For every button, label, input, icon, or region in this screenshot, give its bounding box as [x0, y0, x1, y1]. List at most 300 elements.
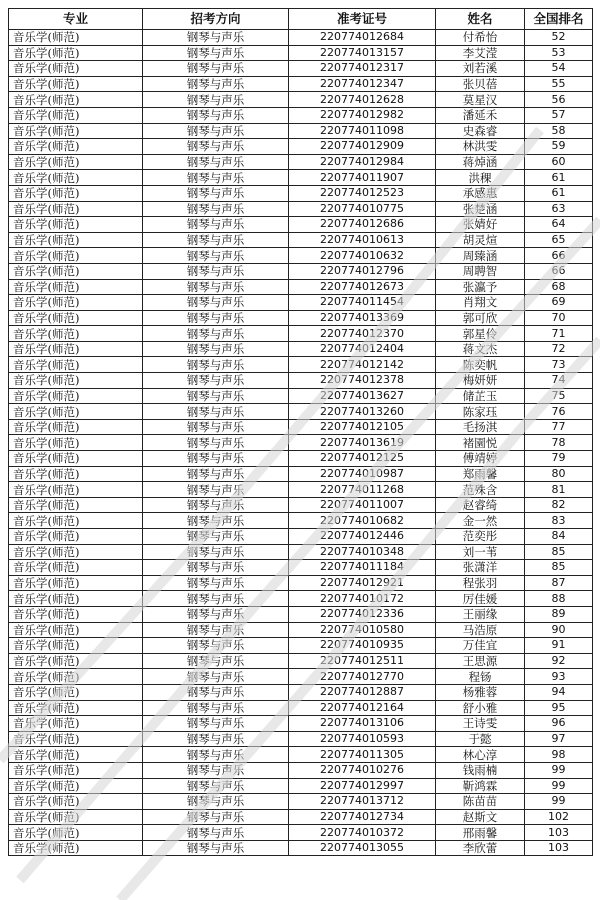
cell-major: 音乐学(师范) — [9, 840, 143, 856]
cell-direction: 钢琴与声乐 — [143, 373, 289, 389]
cell-name: 毛扬淇 — [436, 419, 525, 435]
cell-exam-number: 220774012125 — [289, 451, 436, 467]
cell-exam-number: 220774012909 — [289, 139, 436, 155]
cell-rank: 76 — [525, 404, 593, 420]
cell-direction: 钢琴与声乐 — [143, 669, 289, 685]
cell-exam-number: 220774012404 — [289, 341, 436, 357]
cell-name: 莫星汉 — [436, 92, 525, 108]
cell-exam-number: 220774012921 — [289, 575, 436, 591]
cell-name: 承感惠 — [436, 185, 525, 201]
cell-rank: 68 — [525, 279, 593, 295]
cell-direction: 钢琴与声乐 — [143, 30, 289, 46]
cell-direction: 钢琴与声乐 — [143, 201, 289, 217]
cell-exam-number: 220774010276 — [289, 762, 436, 778]
cell-direction: 钢琴与声乐 — [143, 762, 289, 778]
table-row — [9, 560, 593, 576]
cell-direction: 钢琴与声乐 — [143, 404, 289, 420]
table-row — [9, 575, 593, 591]
cell-exam-number: 220774010987 — [289, 466, 436, 482]
cell-direction: 钢琴与声乐 — [143, 139, 289, 155]
cell-direction: 钢琴与声乐 — [143, 466, 289, 482]
cell-name: 万佳宜 — [436, 638, 525, 654]
cell-major: 音乐学(师范) — [9, 731, 143, 747]
cell-name: 史森睿 — [436, 123, 525, 139]
cell-name: 林心淳 — [436, 747, 525, 763]
cell-rank: 99 — [525, 778, 593, 794]
cell-major: 音乐学(师范) — [9, 794, 143, 810]
header-exam-number: 准考证号 — [289, 9, 436, 30]
cell-exam-number: 220774013369 — [289, 310, 436, 326]
table-row — [9, 154, 593, 170]
cell-exam-number: 220774012628 — [289, 92, 436, 108]
cell-major: 音乐学(师范) — [9, 700, 143, 716]
cell-exam-number: 220774012684 — [289, 30, 436, 46]
cell-major: 音乐学(师范) — [9, 92, 143, 108]
cell-name: 张婧好 — [436, 217, 525, 233]
cell-direction: 钢琴与声乐 — [143, 575, 289, 591]
cell-major: 音乐学(师范) — [9, 357, 143, 373]
cell-major: 音乐学(师范) — [9, 762, 143, 778]
cell-rank: 103 — [525, 840, 593, 856]
cell-major: 音乐学(师范) — [9, 201, 143, 217]
cell-rank: 87 — [525, 575, 593, 591]
table-row — [9, 700, 593, 716]
cell-exam-number: 220774011098 — [289, 123, 436, 139]
cell-direction: 钢琴与声乐 — [143, 295, 289, 311]
header-rank: 全国排名 — [525, 9, 593, 30]
table-row — [9, 513, 593, 529]
cell-rank: 75 — [525, 388, 593, 404]
cell-major: 音乐学(师范) — [9, 154, 143, 170]
cell-major: 音乐学(师范) — [9, 809, 143, 825]
cell-rank: 77 — [525, 419, 593, 435]
cell-exam-number: 220774010348 — [289, 544, 436, 560]
cell-exam-number: 220774012317 — [289, 61, 436, 77]
cell-major: 音乐学(师范) — [9, 482, 143, 498]
table-row — [9, 622, 593, 638]
cell-rank: 72 — [525, 341, 593, 357]
table-row — [9, 388, 593, 404]
cell-major: 音乐学(师范) — [9, 279, 143, 295]
cell-direction: 钢琴与声乐 — [143, 544, 289, 560]
table-row — [9, 185, 593, 201]
table-row — [9, 684, 593, 700]
cell-major: 音乐学(师范) — [9, 529, 143, 545]
cell-rank: 79 — [525, 451, 593, 467]
cell-rank: 81 — [525, 482, 593, 498]
cell-major: 音乐学(师范) — [9, 560, 143, 576]
cell-name: 杨雅蓉 — [436, 684, 525, 700]
table-row — [9, 76, 593, 92]
cell-exam-number: 220774012347 — [289, 76, 436, 92]
cell-direction: 钢琴与声乐 — [143, 388, 289, 404]
cell-rank: 80 — [525, 466, 593, 482]
cell-direction: 钢琴与声乐 — [143, 107, 289, 123]
cell-name: 赵睿绮 — [436, 497, 525, 513]
cell-name: 周臻涵 — [436, 248, 525, 264]
table-row — [9, 92, 593, 108]
cell-name: 厉佳媛 — [436, 591, 525, 607]
cell-direction: 钢琴与声乐 — [143, 279, 289, 295]
cell-rank: 59 — [525, 139, 593, 155]
cell-exam-number: 220774010632 — [289, 248, 436, 264]
cell-name: 李艾滢 — [436, 45, 525, 61]
cell-rank: 94 — [525, 684, 593, 700]
cell-major: 音乐学(师范) — [9, 404, 143, 420]
cell-direction: 钢琴与声乐 — [143, 45, 289, 61]
table-row — [9, 606, 593, 622]
cell-exam-number: 220774013106 — [289, 716, 436, 732]
cell-name: 赵斯文 — [436, 809, 525, 825]
cell-exam-number: 220774011268 — [289, 482, 436, 498]
cell-rank: 66 — [525, 248, 593, 264]
cell-rank: 99 — [525, 794, 593, 810]
table-row — [9, 170, 593, 186]
table-row — [9, 263, 593, 279]
cell-name: 程张羽 — [436, 575, 525, 591]
cell-major: 音乐学(师范) — [9, 295, 143, 311]
header-row — [9, 9, 593, 30]
cell-name: 梅妍妍 — [436, 373, 525, 389]
cell-rank: 57 — [525, 107, 593, 123]
header-direction: 招考方向 — [143, 9, 289, 30]
table-row — [9, 731, 593, 747]
cell-exam-number: 220774013157 — [289, 45, 436, 61]
cell-exam-number: 220774012673 — [289, 279, 436, 295]
table-row — [9, 232, 593, 248]
cell-major: 音乐学(师范) — [9, 497, 143, 513]
table-row — [9, 591, 593, 607]
cell-exam-number: 220774012142 — [289, 357, 436, 373]
cell-exam-number: 220774012105 — [289, 419, 436, 435]
cell-exam-number: 220774013712 — [289, 794, 436, 810]
table-row — [9, 482, 593, 498]
table-row — [9, 716, 593, 732]
cell-major: 音乐学(师范) — [9, 513, 143, 529]
cell-name: 李欣蕾 — [436, 840, 525, 856]
cell-exam-number: 220774011454 — [289, 295, 436, 311]
table-row — [9, 373, 593, 389]
cell-name: 褚園悦 — [436, 435, 525, 451]
cell-rank: 103 — [525, 825, 593, 841]
cell-name: 张潇洋 — [436, 560, 525, 576]
cell-direction: 钢琴与声乐 — [143, 700, 289, 716]
cell-major: 音乐学(师范) — [9, 123, 143, 139]
cell-exam-number: 220774011305 — [289, 747, 436, 763]
cell-name: 陈苗苗 — [436, 794, 525, 810]
table-row — [9, 653, 593, 669]
cell-rank: 88 — [525, 591, 593, 607]
ranking-sheet — [8, 8, 592, 856]
cell-rank: 90 — [525, 622, 593, 638]
cell-direction: 钢琴与声乐 — [143, 747, 289, 763]
cell-direction: 钢琴与声乐 — [143, 794, 289, 810]
cell-major: 音乐学(师范) — [9, 326, 143, 342]
cell-major: 音乐学(师范) — [9, 684, 143, 700]
cell-rank: 73 — [525, 357, 593, 373]
cell-name: 张瀛予 — [436, 279, 525, 295]
table-row — [9, 638, 593, 654]
cell-direction: 钢琴与声乐 — [143, 840, 289, 856]
cell-direction: 钢琴与声乐 — [143, 232, 289, 248]
table-body — [9, 30, 593, 856]
cell-name: 靳鸿霖 — [436, 778, 525, 794]
cell-direction: 钢琴与声乐 — [143, 622, 289, 638]
cell-name: 郭可欣 — [436, 310, 525, 326]
table-row — [9, 248, 593, 264]
cell-direction: 钢琴与声乐 — [143, 92, 289, 108]
header-name: 姓名 — [436, 9, 525, 30]
cell-direction: 钢琴与声乐 — [143, 217, 289, 233]
cell-exam-number: 220774012686 — [289, 217, 436, 233]
cell-exam-number: 220774012982 — [289, 107, 436, 123]
cell-exam-number: 220774010372 — [289, 825, 436, 841]
cell-rank: 64 — [525, 217, 593, 233]
table-row — [9, 107, 593, 123]
cell-exam-number: 220774010682 — [289, 513, 436, 529]
table-row — [9, 279, 593, 295]
cell-exam-number: 220774012511 — [289, 653, 436, 669]
cell-name: 郭星伶 — [436, 326, 525, 342]
header-major: 专业 — [9, 9, 143, 30]
cell-exam-number: 220774012984 — [289, 154, 436, 170]
cell-exam-number: 220774012887 — [289, 684, 436, 700]
cell-rank: 95 — [525, 700, 593, 716]
table-row — [9, 825, 593, 841]
cell-name: 储芷玉 — [436, 388, 525, 404]
cell-name: 范奕彤 — [436, 529, 525, 545]
table-row — [9, 404, 593, 420]
cell-major: 音乐学(师范) — [9, 606, 143, 622]
cell-major: 音乐学(师范) — [9, 185, 143, 201]
cell-direction: 钢琴与声乐 — [143, 61, 289, 77]
table-row — [9, 435, 593, 451]
cell-major: 音乐学(师范) — [9, 451, 143, 467]
table-row — [9, 295, 593, 311]
cell-direction: 钢琴与声乐 — [143, 809, 289, 825]
cell-major: 音乐学(师范) — [9, 310, 143, 326]
cell-rank: 58 — [525, 123, 593, 139]
cell-rank: 96 — [525, 716, 593, 732]
cell-exam-number: 220774010593 — [289, 731, 436, 747]
cell-rank: 52 — [525, 30, 593, 46]
cell-name: 潘延禾 — [436, 107, 525, 123]
cell-name: 付希怡 — [436, 30, 525, 46]
cell-direction: 钢琴与声乐 — [143, 825, 289, 841]
cell-exam-number: 220774013055 — [289, 840, 436, 856]
cell-direction: 钢琴与声乐 — [143, 248, 289, 264]
cell-name: 马浩原 — [436, 622, 525, 638]
cell-name: 王诗雯 — [436, 716, 525, 732]
cell-major: 音乐学(师范) — [9, 544, 143, 560]
cell-exam-number: 220774012770 — [289, 669, 436, 685]
cell-exam-number: 220774011007 — [289, 497, 436, 513]
cell-rank: 55 — [525, 76, 593, 92]
cell-major: 音乐学(师范) — [9, 107, 143, 123]
cell-exam-number: 220774012336 — [289, 606, 436, 622]
cell-name: 王丽缘 — [436, 606, 525, 622]
cell-exam-number: 220774010172 — [289, 591, 436, 607]
cell-direction: 钢琴与声乐 — [143, 263, 289, 279]
cell-name: 于懿 — [436, 731, 525, 747]
cell-exam-number: 220774010580 — [289, 622, 436, 638]
cell-exam-number: 220774012734 — [289, 809, 436, 825]
cell-exam-number: 220774012796 — [289, 263, 436, 279]
cell-direction: 钢琴与声乐 — [143, 560, 289, 576]
cell-major: 音乐学(师范) — [9, 466, 143, 482]
table-row — [9, 45, 593, 61]
cell-exam-number: 220774012370 — [289, 326, 436, 342]
cell-direction: 钢琴与声乐 — [143, 419, 289, 435]
cell-name: 郑雨馨 — [436, 466, 525, 482]
cell-direction: 钢琴与声乐 — [143, 482, 289, 498]
cell-major: 音乐学(师范) — [9, 622, 143, 638]
table-row — [9, 419, 593, 435]
cell-name: 钱雨楠 — [436, 762, 525, 778]
cell-major: 音乐学(师范) — [9, 591, 143, 607]
cell-name: 林洪雯 — [436, 139, 525, 155]
cell-direction: 钢琴与声乐 — [143, 451, 289, 467]
cell-major: 音乐学(师范) — [9, 248, 143, 264]
table-row — [9, 840, 593, 856]
cell-direction: 钢琴与声乐 — [143, 591, 289, 607]
table-row — [9, 669, 593, 685]
cell-name: 蒋焯涵 — [436, 154, 525, 170]
cell-rank: 66 — [525, 263, 593, 279]
table-row — [9, 451, 593, 467]
cell-exam-number: 220774012378 — [289, 373, 436, 389]
cell-name: 蒋文杰 — [436, 341, 525, 357]
ranking-table — [8, 8, 593, 856]
cell-direction: 钢琴与声乐 — [143, 341, 289, 357]
cell-major: 音乐学(师范) — [9, 341, 143, 357]
cell-direction: 钢琴与声乐 — [143, 310, 289, 326]
cell-name: 程钖 — [436, 669, 525, 685]
table-row — [9, 747, 593, 763]
table-row — [9, 30, 593, 46]
cell-direction: 钢琴与声乐 — [143, 154, 289, 170]
table-row — [9, 201, 593, 217]
cell-name: 刘一苇 — [436, 544, 525, 560]
cell-direction: 钢琴与声乐 — [143, 716, 289, 732]
cell-direction: 钢琴与声乐 — [143, 185, 289, 201]
table-row — [9, 529, 593, 545]
cell-direction: 钢琴与声乐 — [143, 653, 289, 669]
cell-rank: 63 — [525, 201, 593, 217]
cell-rank: 97 — [525, 731, 593, 747]
cell-major: 音乐学(师范) — [9, 825, 143, 841]
cell-name: 洪稞 — [436, 170, 525, 186]
cell-rank: 85 — [525, 560, 593, 576]
table-row — [9, 809, 593, 825]
cell-direction: 钢琴与声乐 — [143, 170, 289, 186]
cell-rank: 70 — [525, 310, 593, 326]
cell-major: 音乐学(师范) — [9, 669, 143, 685]
cell-rank: 99 — [525, 762, 593, 778]
cell-major: 音乐学(师范) — [9, 170, 143, 186]
cell-rank: 85 — [525, 544, 593, 560]
table-row — [9, 466, 593, 482]
cell-rank: 53 — [525, 45, 593, 61]
cell-name: 傅靖婷 — [436, 451, 525, 467]
cell-exam-number: 220774013627 — [289, 388, 436, 404]
cell-direction: 钢琴与声乐 — [143, 638, 289, 654]
cell-name: 胡灵煊 — [436, 232, 525, 248]
cell-direction: 钢琴与声乐 — [143, 529, 289, 545]
cell-name: 张贝蓓 — [436, 76, 525, 92]
cell-direction: 钢琴与声乐 — [143, 497, 289, 513]
cell-exam-number: 220774010613 — [289, 232, 436, 248]
cell-name: 陈奕帆 — [436, 357, 525, 373]
cell-major: 音乐学(师范) — [9, 653, 143, 669]
cell-rank: 89 — [525, 606, 593, 622]
cell-rank: 69 — [525, 295, 593, 311]
table-row — [9, 778, 593, 794]
cell-major: 音乐学(师范) — [9, 30, 143, 46]
cell-major: 音乐学(师范) — [9, 61, 143, 77]
cell-direction: 钢琴与声乐 — [143, 606, 289, 622]
cell-direction: 钢琴与声乐 — [143, 778, 289, 794]
cell-rank: 60 — [525, 154, 593, 170]
cell-rank: 91 — [525, 638, 593, 654]
cell-exam-number: 220774012164 — [289, 700, 436, 716]
cell-exam-number: 220774011184 — [289, 560, 436, 576]
cell-major: 音乐学(师范) — [9, 419, 143, 435]
cell-major: 音乐学(师范) — [9, 45, 143, 61]
cell-major: 音乐学(师范) — [9, 747, 143, 763]
cell-direction: 钢琴与声乐 — [143, 435, 289, 451]
table-row — [9, 310, 593, 326]
cell-major: 音乐学(师范) — [9, 373, 143, 389]
cell-exam-number: 220774012446 — [289, 529, 436, 545]
cell-major: 音乐学(师范) — [9, 263, 143, 279]
cell-name: 刘若溪 — [436, 61, 525, 77]
cell-exam-number: 220774012997 — [289, 778, 436, 794]
cell-name: 陈家珏 — [436, 404, 525, 420]
table-row — [9, 326, 593, 342]
cell-rank: 71 — [525, 326, 593, 342]
cell-exam-number: 220774011907 — [289, 170, 436, 186]
table-row — [9, 217, 593, 233]
table-row — [9, 61, 593, 77]
cell-rank: 61 — [525, 185, 593, 201]
cell-major: 音乐学(师范) — [9, 388, 143, 404]
cell-rank: 93 — [525, 669, 593, 685]
cell-rank: 102 — [525, 809, 593, 825]
cell-name: 王思源 — [436, 653, 525, 669]
cell-rank: 98 — [525, 747, 593, 763]
cell-direction: 钢琴与声乐 — [143, 76, 289, 92]
cell-rank: 61 — [525, 170, 593, 186]
cell-major: 音乐学(师范) — [9, 232, 143, 248]
cell-name: 周聘智 — [436, 263, 525, 279]
cell-direction: 钢琴与声乐 — [143, 357, 289, 373]
cell-exam-number: 220774013619 — [289, 435, 436, 451]
cell-exam-number: 220774010935 — [289, 638, 436, 654]
cell-rank: 74 — [525, 373, 593, 389]
cell-rank: 84 — [525, 529, 593, 545]
cell-rank: 54 — [525, 61, 593, 77]
cell-exam-number: 220774012523 — [289, 185, 436, 201]
cell-major: 音乐学(师范) — [9, 716, 143, 732]
cell-rank: 92 — [525, 653, 593, 669]
table-row — [9, 341, 593, 357]
cell-rank: 78 — [525, 435, 593, 451]
table-row — [9, 357, 593, 373]
cell-direction: 钢琴与声乐 — [143, 684, 289, 700]
cell-name: 范殊含 — [436, 482, 525, 498]
cell-name: 邢雨馨 — [436, 825, 525, 841]
